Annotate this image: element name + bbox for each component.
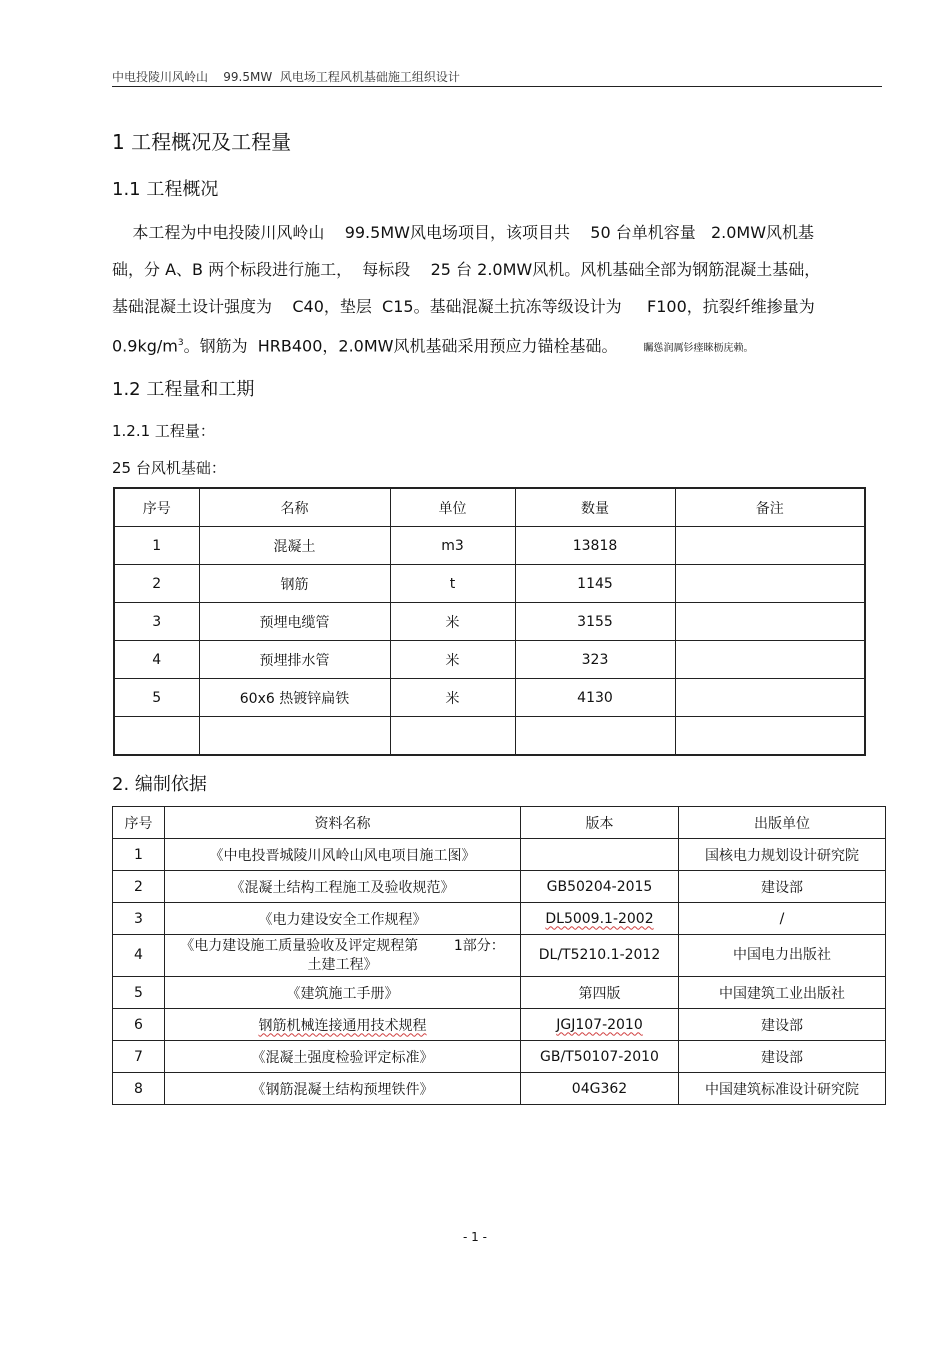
overview-line: 本工程为中电投陵川风岭山 99.5MW风电场项目，该项目共 50 台单机容量 2.0MW风机基 (112, 223, 815, 242)
table-cell: 323 (515, 641, 675, 679)
table-cell: 4130 (515, 679, 675, 717)
quantity-caption: 25 台风机基础： (112, 459, 226, 477)
table-cell: 米 (390, 679, 515, 717)
table-cell: 5 (113, 977, 165, 1009)
header-cell: 资料名称 (165, 807, 521, 839)
section-1-title: 1 工程概况及工程量 (112, 130, 292, 154)
quantity-table (113, 487, 866, 756)
table-row (113, 1073, 886, 1105)
table-cell: 《建筑施工手册》 (165, 977, 521, 1009)
table-row (113, 1009, 886, 1041)
table-cell: 国核电力规划设计研究院 (679, 839, 886, 871)
table-cell: 建设部 (679, 1041, 886, 1073)
table-row (113, 871, 886, 903)
table-cell: 预埋排水管 (199, 641, 390, 679)
overview-line: 础，分 A、B 两个标段进行施工， 每标段 25 台 2.0MW风机。风机基础全部为钢筋混凝土基础， (112, 260, 821, 279)
table-cell (675, 717, 865, 756)
header-cell: 版本 (521, 807, 679, 839)
table-cell (675, 603, 865, 641)
table-row (114, 641, 865, 679)
table-row (114, 603, 865, 641)
table-cell (165, 1009, 521, 1041)
table-cell: GB50204-2015 (521, 871, 679, 903)
table-header-row (113, 807, 886, 839)
table-cell: 2 (113, 871, 165, 903)
table-cell: 中国电力出版社 (679, 935, 886, 977)
table-cell: 60x6 热镀锌扁铁 (199, 679, 390, 717)
header-cell: 备注 (675, 488, 865, 527)
table-cell: 中国建筑标准设计研究院 (679, 1073, 886, 1105)
table-cell: 钢筋 (199, 565, 390, 603)
table-cell: m3 (390, 527, 515, 565)
table-row (113, 903, 886, 935)
header-cell: 单位 (390, 488, 515, 527)
table-cell (199, 717, 390, 756)
table-cell: 3 (113, 903, 165, 935)
table-cell: 5 (114, 679, 199, 717)
table-row (114, 679, 865, 717)
table-cell (675, 679, 865, 717)
table-cell (390, 717, 515, 756)
overview-line: 基础混凝土设计强度为 C40，垫层 C15。基础混凝土抗冻等级设计为 F100，抗裂纤维掺量为 (112, 297, 815, 316)
reference-name-text: 钢筋机械连接通用技术规程 (258, 1017, 427, 1034)
overview-rebar: 。钢筋为 HRB400，2.0MW风机基础采用预应力锚栓基础。 (183, 336, 618, 356)
table-cell: 8 (113, 1073, 165, 1105)
table-cell: 7 (113, 1041, 165, 1073)
table-cell: t (390, 565, 515, 603)
header-rule (112, 86, 882, 87)
overview-line (112, 325, 882, 367)
table-cell (521, 839, 679, 871)
table-header-row (114, 488, 865, 527)
table-cell: 建设部 (679, 871, 886, 903)
table-cell: 3155 (515, 603, 675, 641)
overview-paragraph (112, 214, 882, 367)
table-cell: 1 (114, 527, 199, 565)
table-row (114, 717, 865, 756)
table-cell: 《混凝土结构工程施工及验收规范》 (165, 871, 521, 903)
reference-table (112, 806, 886, 1105)
table-row (113, 839, 886, 871)
header-cell: 序号 (113, 807, 165, 839)
table-cell: 1 (113, 839, 165, 871)
table-cell: 04G362 (521, 1073, 679, 1105)
table-cell (521, 1009, 679, 1041)
table-cell: 建设部 (679, 1009, 886, 1041)
table-cell: 4 (114, 641, 199, 679)
table-cell (675, 641, 865, 679)
table-cell: 米 (390, 603, 515, 641)
table-cell (515, 717, 675, 756)
table-cell: 6 (113, 1009, 165, 1041)
table-row (113, 977, 886, 1009)
table-cell: 《中电投晋城陵川风岭山风电项目施工图》 (165, 839, 521, 871)
table-row (113, 1041, 886, 1073)
table-row (114, 527, 865, 565)
section-2-title: 2. 编制依据 (112, 774, 207, 795)
version-text: JGJ107-2010 (556, 1016, 643, 1033)
overview-tiny-text: 矚慫润厲钐瘗睞枥庑赖。 (643, 343, 754, 355)
reference-name-line-2: 土建工程》 (307, 956, 378, 973)
reference-name-line-1: 《电力建设施工质量验收及评定规程第 1部分： (180, 937, 505, 954)
table-cell: 米 (390, 641, 515, 679)
table-cell: GB/T50107-2010 (521, 1041, 679, 1073)
table-cell (675, 565, 865, 603)
table-cell: 中国建筑工业出版社 (679, 977, 886, 1009)
table-cell: 《混凝土强度检验评定标准》 (165, 1041, 521, 1073)
table-row (114, 565, 865, 603)
table-cell: DL/T5210.1-2012 (521, 935, 679, 977)
table-cell: 3 (114, 603, 199, 641)
overview-density: 0.9kg/m (112, 336, 178, 356)
section-1-2-title: 1.2 工程量和工期 (112, 379, 255, 400)
table-cell: 4 (113, 935, 165, 977)
table-cell (114, 717, 199, 756)
table-row (113, 935, 886, 977)
header-cell: 出版单位 (679, 807, 886, 839)
table-cell: 混凝土 (199, 527, 390, 565)
table-cell (521, 903, 679, 935)
header-cell: 名称 (199, 488, 390, 527)
table-cell: 第四版 (521, 977, 679, 1009)
table-cell: 预埋电缆管 (199, 603, 390, 641)
version-text: DL5009.1-2002 (545, 910, 654, 927)
table-cell: 《钢筋混凝土结构预埋铁件》 (165, 1073, 521, 1105)
table-cell (675, 527, 865, 565)
header-cell: 数量 (515, 488, 675, 527)
page-number: - 1 - (463, 1230, 487, 1244)
table-cell: 2 (114, 565, 199, 603)
table-cell: 1145 (515, 565, 675, 603)
overview-superscript: 3 (177, 338, 184, 348)
header-cell: 序号 (114, 488, 199, 527)
section-1-1-title: 1.1 工程概况 (112, 179, 219, 200)
table-cell: / (679, 903, 886, 935)
section-1-2-1-title: 1.2.1 工程量： (112, 422, 215, 440)
table-cell: 《电力建设安全工作规程》 (165, 903, 521, 935)
table-cell (165, 935, 521, 977)
table-cell: 13818 (515, 527, 675, 565)
running-header: 中电投陵川风岭山 99.5MW 风电场工程风机基础施工组织设计 (112, 70, 460, 84)
